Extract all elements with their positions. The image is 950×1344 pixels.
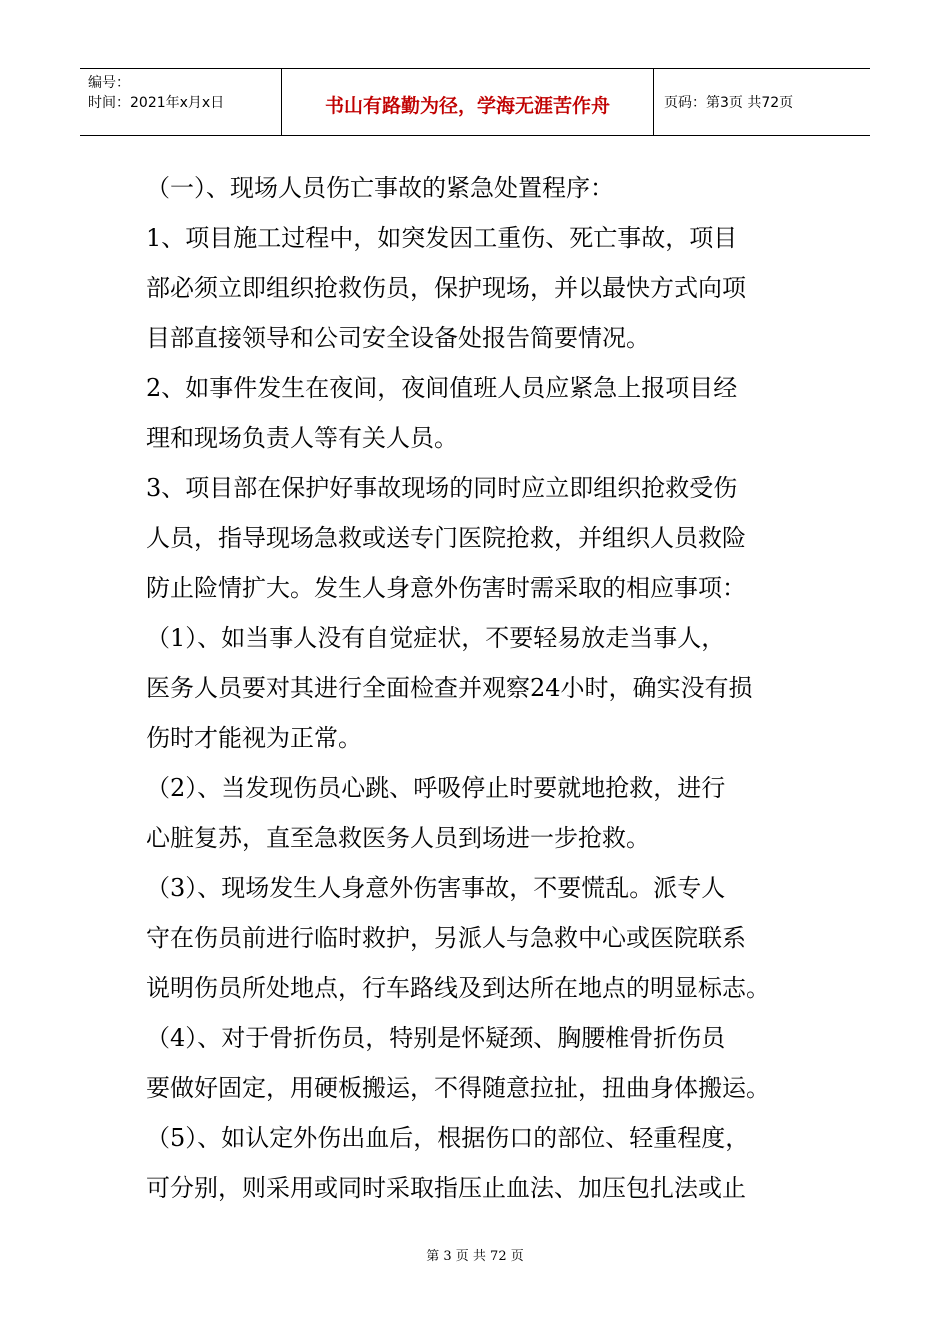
page-header — [80, 68, 870, 136]
body-line: 心脏复苏，直至急救医务人员到场进一步抢救。 — [146, 824, 650, 852]
document-time-label: 时间：2021年x月x日 — [88, 95, 225, 111]
header-page-number: 页码：第3页 共72页 — [664, 95, 794, 111]
body-line: 目部直接领导和公司安全设备处报告简要情况。 — [146, 324, 650, 352]
body-line: 2、如事件发生在夜间，夜间值班人员应紧急上报项目经 — [146, 374, 738, 402]
body-line: 伤时才能视为正常。 — [146, 724, 362, 752]
body-line: 防止险情扩大。发生人身意外伤害时需采取的相应事项： — [146, 574, 746, 602]
body-line: 守在伤员前进行临时救护，另派人与急救中心或医院联系 — [146, 924, 746, 952]
body-line: 部必须立即组织抢救伤员，保护现场，并以最快方式向项 — [146, 274, 746, 302]
document-number-label: 编号： — [88, 75, 130, 91]
body-line: （1）、如当事人没有自觉症状，不要轻易放走当事人， — [146, 624, 726, 652]
body-line: （4）、对于骨折伤员，特别是怀疑颈、胸腰椎骨折伤员 — [146, 1024, 726, 1052]
body-line: （一）、现场人员伤亡事故的紧急处置程序： — [146, 174, 614, 202]
body-line: 医务人员要对其进行全面检查并观察24小时，确实没有损 — [146, 674, 753, 702]
body-line: （3）、现场发生人身意外伤害事故，不要慌乱。派专人 — [146, 874, 726, 902]
body-line: 1、项目施工过程中，如突发因工重伤、死亡事故，项目 — [146, 224, 738, 252]
body-line: 3、项目部在保护好事故现场的同时应立即组织抢救受伤 — [146, 474, 738, 502]
page-footer: 第 3 页 共 72 页 — [426, 1249, 524, 1264]
body-line: 可分别，则采用或同时采取指压止血法、加压包扎法或止 — [146, 1174, 746, 1202]
body-line: （5）、如认定外伤出血后，根据伤口的部位、轻重程度， — [146, 1124, 750, 1152]
body-line: 要做好固定，用硬板搬运，不得随意拉扯，扭曲身体搬运。 — [146, 1074, 770, 1102]
header-meta — [80, 69, 282, 135]
body-line: （2）、当发现伤员心跳、呼吸停止时要就地抢救，进行 — [146, 774, 726, 802]
body-line: 理和现场负责人等有关人员。 — [146, 424, 458, 452]
body-line: 人员，指导现场急救或送专门医院抢救，并组织人员救险 — [146, 524, 746, 552]
body-line: 说明伤员所处地点，行车路线及到达所在地点的明显标志。 — [146, 974, 770, 1002]
document-body — [146, 163, 816, 1213]
header-motto: 书山有路勤为径，学海无涯苦作舟 — [282, 69, 654, 135]
